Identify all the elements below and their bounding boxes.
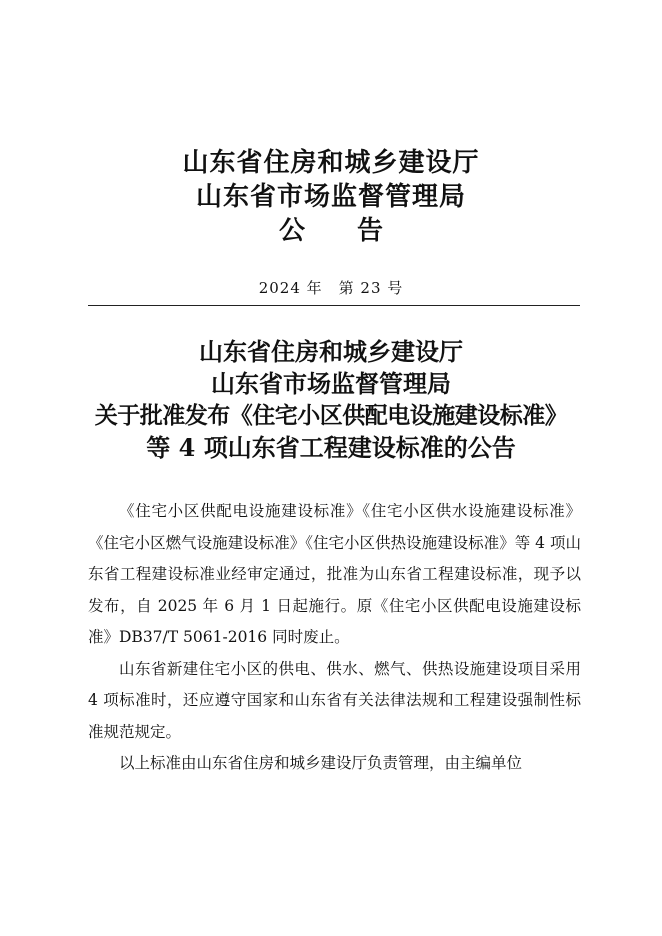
announcement-title-line-2: 山东省市场监督管理局 (211, 369, 451, 398)
issuer-name-housing-department: 山东省住房和城乡建设厅 (182, 148, 480, 178)
document-number: 2024 年 第 23 号 (258, 279, 404, 297)
document-type-heading: 公 告 (278, 216, 383, 246)
issuer-name-market-regulation-bureau: 山东省市场监督管理局 (195, 182, 466, 212)
announcement-title-line-4: 等 4 项山东省工程建设标准的公告 (146, 433, 516, 462)
body-paragraph-1: 《住宅小区供配电设施建设标准》《住宅小区供水设施建设标准》《住宅小区燃气设施建设标准》《住宅小区供热设施建设标准》等 4 项山东省工程建设标准业经审定通过，批准为山东省工程建设标准，现予以发布，自 2025 年 6 月 1 日起施行。原《住宅小区供配电设施建设标准》DB37/T 5061-2016 同时废止。 (88, 502, 581, 646)
announcement-title-line-1: 山东省住房和城乡建设厅 (199, 337, 463, 366)
body-paragraph-2: 山东省新建住宅小区的供电、供水、燃气、供热设施建设项目采用 4 项标准时，还应遵守国家和山东省有关法律法规和工程建设强制性标准规范规定。 (88, 659, 581, 741)
body-paragraph-3: 以上标准由山东省住房和城乡建设厅负责管理，由主编单位 (119, 754, 523, 772)
announcement-title-line-3: 关于批准发布《住宅小区供配电设施建设标准》 (94, 402, 568, 429)
header-divider (88, 305, 580, 306)
announcement-body (88, 496, 581, 780)
